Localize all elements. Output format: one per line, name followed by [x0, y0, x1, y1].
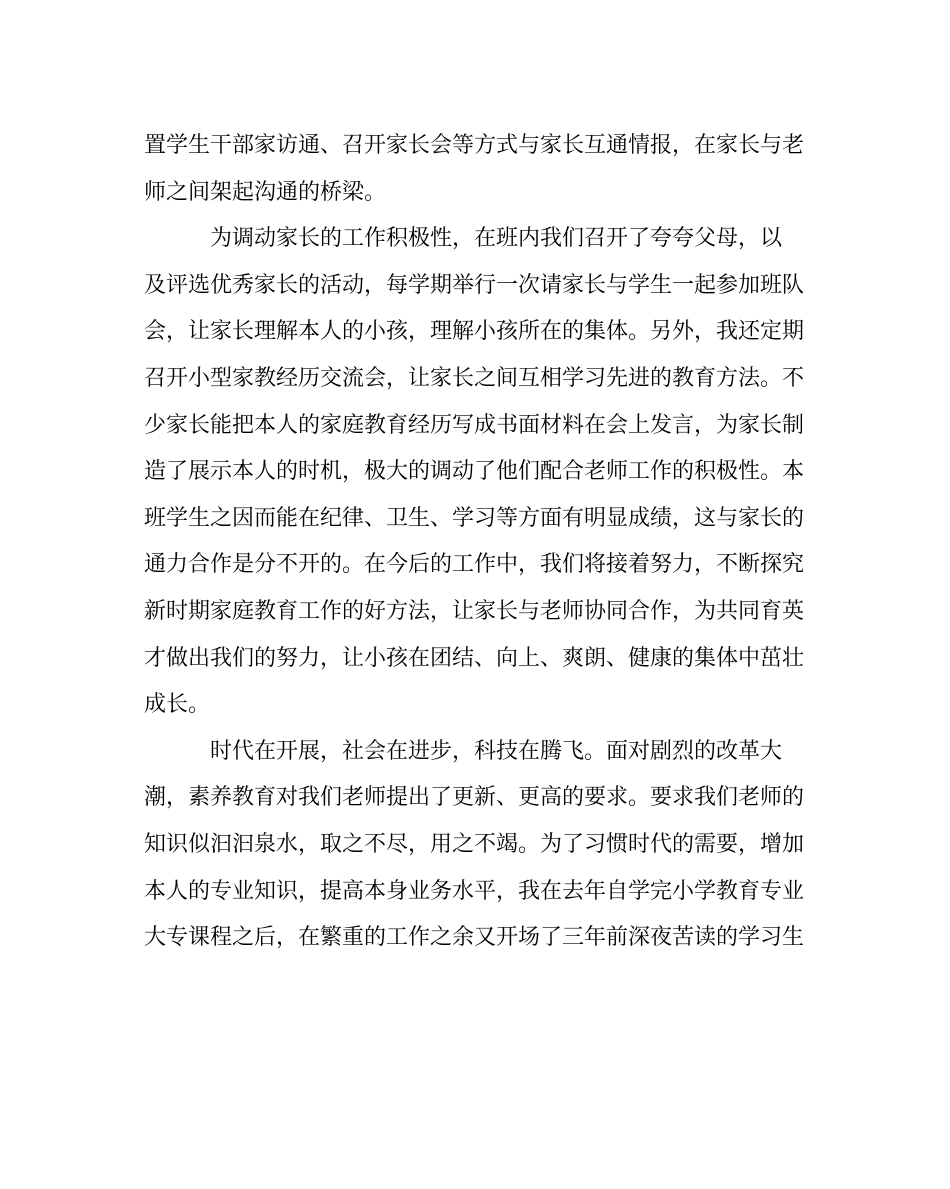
text-line: 及评选优秀家长的活动，每学期举行一次请家长与学生一起参加班队	[144, 272, 805, 298]
text-line: 通力合作是分不开的。在今后的工作中，我们将接着努力，不断探究	[144, 552, 805, 578]
text-line: 知识似汩汩泉水，取之不尽，用之不竭。为了习惯时代的需要，增加	[144, 831, 805, 857]
text-line: 班学生之因而能在纪律、卫生、学习等方面有明显成绩，这与家长的	[144, 505, 805, 531]
text-line: 大专课程之后，在繁重的工作之余又开场了三年前深夜苦读的学习生	[144, 925, 805, 951]
text-line: 本人的专业知识，提高本身业务水平，我在去年自学完小学教育专业	[144, 878, 805, 904]
text-line: 潮，素养教育对我们老师提出了更新、更高的要求。要求我们老师的	[144, 785, 805, 811]
paragraph-1	[144, 123, 804, 216]
paragraph-3	[144, 729, 804, 962]
text-line: 召开小型家教经历交流会，让家长之间互相学习先进的教育方法。不	[144, 365, 805, 391]
text-line-indented: 为调动家长的工作积极性，在班内我们召开了夸夸父母，以	[210, 226, 783, 252]
text-line: 造了展示本人的时机，极大的调动了他们配合老师工作的积极性。本	[144, 459, 805, 485]
text-line: 师之间架起沟通的桥梁。	[144, 179, 387, 205]
text-line: 会，让家长理解本人的小孩，理解小孩所在的集体。另外，我还定期	[144, 319, 805, 345]
text-line: 才做出我们的努力，让小孩在团结、向上、爽朗、健康的集体中茁壮	[144, 645, 805, 671]
text-line-indented: 时代在开展，社会在进步，科技在腾飞。面对剧烈的改革大	[210, 738, 783, 764]
text-line: 成长。	[144, 692, 211, 718]
document-body	[144, 123, 804, 962]
paragraph-2	[144, 216, 804, 729]
text-line: 新时期家庭教育工作的好方法，让家长与老师协同合作，为共同育英	[144, 598, 805, 624]
text-line: 置学生干部家访通、召开家长会等方式与家长互通情报，在家长与老	[144, 133, 805, 158]
text-line: 少家长能把本人的家庭教育经历写成书面材料在会上发言，为家长制	[144, 412, 805, 438]
